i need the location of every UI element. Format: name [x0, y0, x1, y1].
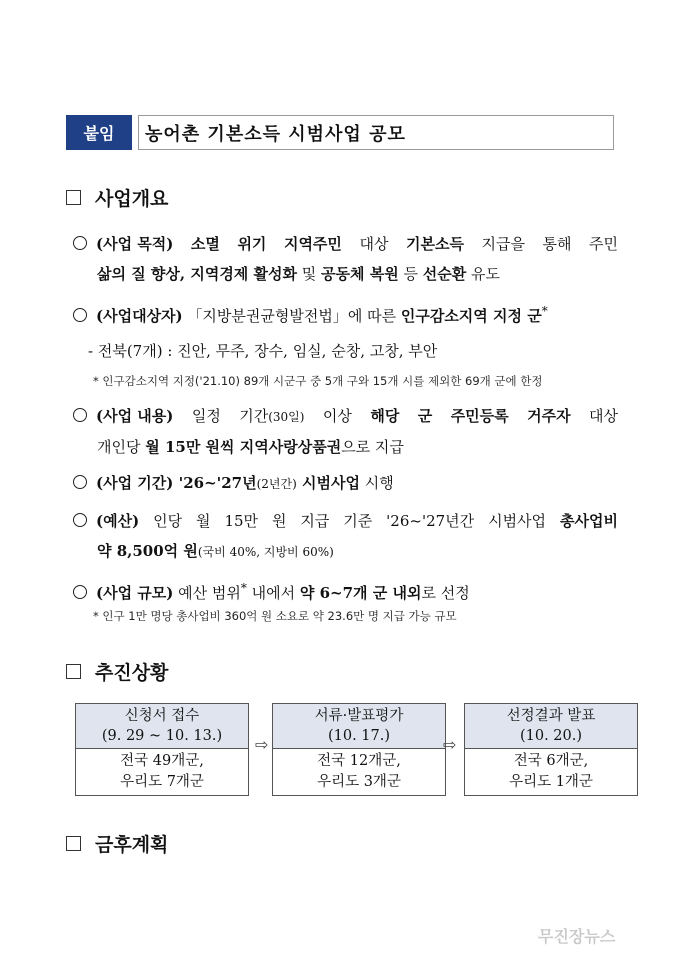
process-date: (10. 20.)	[519, 728, 583, 744]
word: (30일)	[268, 410, 305, 424]
process-title: 신청서 접수	[124, 708, 200, 724]
word: 이상	[322, 407, 352, 425]
item-scale	[73, 573, 618, 608]
item-line	[73, 259, 618, 289]
title-bar	[66, 115, 614, 150]
word: 일정	[191, 407, 221, 425]
word: 위기	[237, 235, 267, 253]
square-bullet-icon	[66, 190, 81, 205]
circle-bullet-icon	[73, 308, 87, 322]
word: 총사업비	[559, 512, 618, 530]
process-province: 우리도 1개군	[509, 774, 593, 790]
text: 시행	[359, 474, 394, 492]
word: 군	[417, 407, 433, 425]
word: 통해	[542, 235, 572, 253]
item-target	[73, 296, 618, 331]
text: 공동체 복원	[321, 265, 399, 283]
text: 약 6~7개 군 내외	[299, 584, 422, 602]
word: 15만	[224, 512, 259, 530]
word: '26~'27년간	[386, 512, 475, 530]
word: 기준	[343, 512, 373, 530]
item-label: (사업 규모)	[96, 584, 174, 602]
word: 대상	[589, 407, 618, 425]
arrow-right-icon: ⇨	[443, 735, 457, 754]
item-line	[73, 401, 618, 432]
text: (국비 40%, 지방비 60%)	[197, 545, 334, 559]
process-national: 전국 49개군,	[120, 753, 204, 769]
process-step	[272, 703, 446, 796]
process-head	[273, 704, 445, 749]
word: 지역주민	[283, 235, 342, 253]
process-body	[76, 749, 248, 795]
word: 주민등록	[450, 407, 509, 425]
process-step	[75, 703, 249, 796]
process-body	[465, 749, 637, 795]
circle-bullet-icon	[73, 513, 87, 527]
watermark: 무진장뉴스	[538, 927, 616, 946]
text: 내에서	[246, 584, 300, 602]
section-title: 추진상황	[95, 662, 169, 684]
section-plan	[66, 830, 168, 857]
footnote-mark: *	[541, 304, 548, 318]
process-national: 전국 12개군,	[317, 753, 401, 769]
item-label: (사업대상자)	[96, 307, 183, 325]
text: 월 15만 원씩 지역사랑상품권	[145, 438, 342, 456]
word: 거주자	[527, 407, 571, 425]
process-body	[273, 749, 445, 795]
text: 약 8,500억 원	[97, 542, 198, 560]
section-title: 사업개요	[95, 188, 169, 210]
region-note: * 인구감소지역 지정('21.10) 89개 시군구 중 5개 구와 15개 시를 제외한 69개 군에 한정	[93, 374, 543, 388]
text: 로 선정	[421, 584, 470, 602]
item-period	[73, 468, 618, 499]
process-title: 서류·발표평가	[314, 708, 404, 724]
word: 원	[271, 512, 287, 530]
process-head	[465, 704, 637, 749]
text: 삶의 질 향상, 지역경제 활성화	[97, 265, 297, 283]
item-line	[73, 229, 618, 259]
circle-bullet-icon	[73, 408, 87, 422]
square-bullet-icon	[66, 836, 81, 851]
process-province: 우리도 7개군	[120, 774, 204, 790]
item-line	[73, 536, 618, 567]
text: 및	[297, 265, 322, 283]
arrow-right-icon: ⇨	[255, 735, 269, 754]
item-content	[73, 401, 618, 462]
text: 인구감소지역 지정 군	[400, 307, 542, 325]
item-purpose	[73, 229, 618, 289]
item-label: (사업 기간)	[96, 474, 174, 492]
word: 해당	[370, 407, 400, 425]
text: 으로 지급	[341, 438, 404, 456]
word: 인당	[153, 512, 183, 530]
item-label: (사업 목적)	[96, 235, 174, 253]
text: '26~'27년	[173, 474, 257, 492]
scale-note: * 인구 1만 명당 총사업비 360억 원 소요로 약 23.6만 명 지급 가능 규모	[93, 609, 457, 623]
item-line	[73, 432, 618, 462]
text: 개인당	[97, 438, 146, 456]
word: 주민	[589, 235, 618, 253]
process-province: 우리도 3개군	[317, 774, 401, 790]
process-date: (9. 29 ~ 10. 13.)	[101, 728, 223, 744]
item-label: (사업 내용)	[96, 407, 174, 425]
process-title: 선정결과 발표	[506, 708, 596, 724]
document-title: 농어촌 기본소득 시범사업 공모	[138, 115, 614, 150]
process-head	[76, 704, 248, 749]
word: 월	[196, 512, 211, 530]
section-progress	[66, 658, 168, 685]
text: 예산 범위	[173, 584, 241, 602]
section-overview	[66, 184, 168, 211]
process-step	[464, 703, 638, 796]
text: 유도	[466, 265, 500, 283]
item-line	[73, 506, 618, 536]
text: 선순환	[422, 265, 467, 283]
region-list: - 전북(7개) : 진안, 무주, 장수, 임실, 순창, 고창, 부안	[88, 342, 438, 360]
section-title: 금후계획	[95, 834, 169, 856]
attachment-tag: 붙임	[66, 115, 132, 150]
word: 기간	[239, 407, 269, 425]
word: 소멸	[190, 235, 220, 253]
word: 시범사업	[488, 512, 547, 530]
process-date: (10. 17.)	[327, 728, 391, 744]
text: 등	[398, 265, 423, 283]
word: 기본소득	[405, 235, 464, 253]
text: 시범사업	[296, 474, 360, 492]
item-label: (예산)	[96, 512, 140, 530]
word: 지급을	[481, 235, 525, 253]
text: 「지방분권균형발전법」에 따른	[182, 307, 401, 325]
word: 지급	[300, 512, 330, 530]
process-national: 전국 6개군,	[513, 753, 589, 769]
item-budget	[73, 506, 618, 567]
circle-bullet-icon	[73, 236, 87, 250]
circle-bullet-icon	[73, 475, 87, 489]
text: (2년간)	[256, 477, 297, 491]
word: 대상	[359, 235, 389, 253]
footnote-mark: *	[240, 581, 247, 595]
circle-bullet-icon	[73, 585, 87, 599]
square-bullet-icon	[66, 664, 81, 679]
